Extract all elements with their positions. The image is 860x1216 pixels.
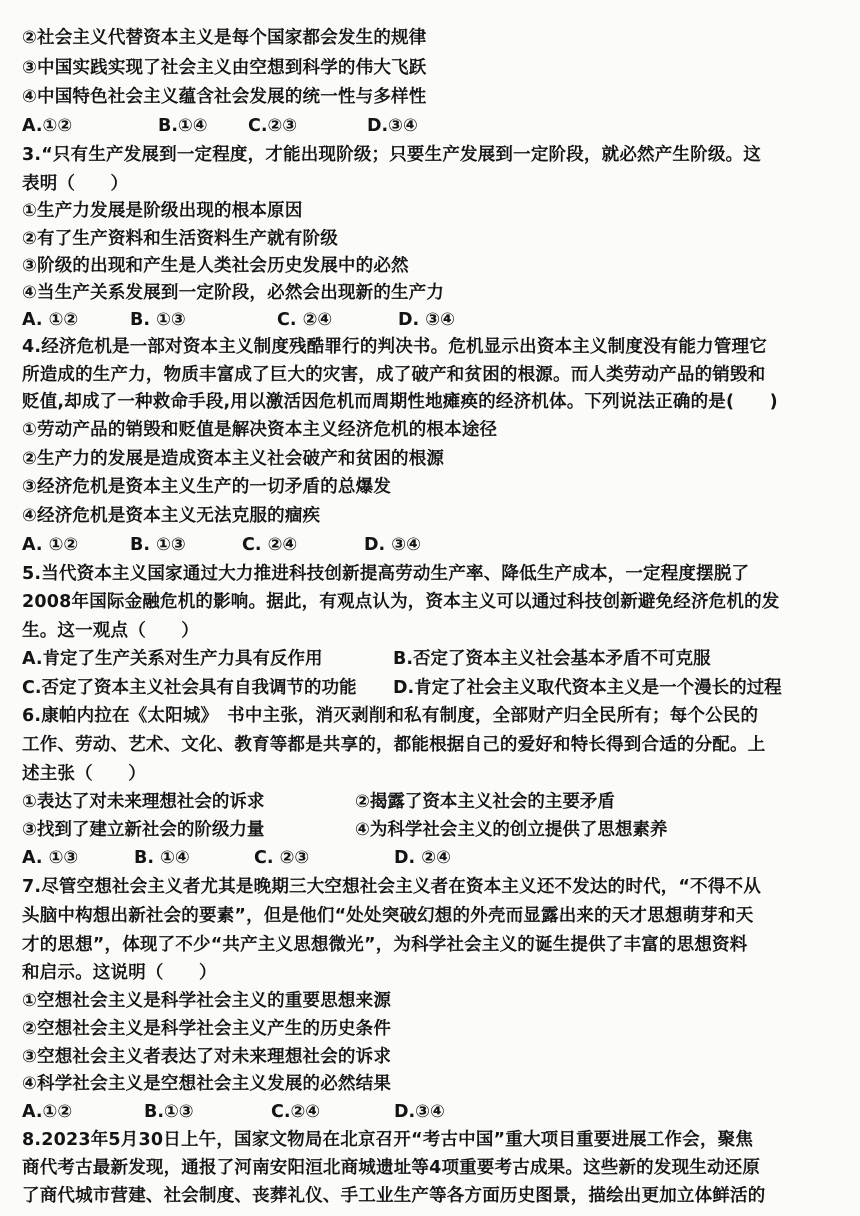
q4-stem-line2: 所造成的生产力，物质丰富成了巨大的灾害，成了破产和贫困的根源。而人类劳动产品的销毁和: [22, 365, 766, 385]
q7-stem-line4: 和启示。这说明（ ）: [22, 963, 217, 983]
q2-statement-2: ②社会主义代替资本主义是每个国家都会发生的规律: [22, 28, 427, 48]
q4-statement-2: ②生产力的发展是造成资本主义社会破产和贫困的根源: [22, 449, 445, 469]
q5-stem-line3: 生。这一观点（ ）: [22, 621, 199, 641]
q4-statement-3: ③经济危机是资本主义生产的一切矛盾的总爆发: [22, 477, 392, 497]
q3-option-c: C. ②④: [277, 310, 333, 330]
q2-option-c: C.②③: [248, 116, 298, 136]
q6-stem-line1: 6.康帕内拉在《太阳城》 书中主张，消灭剥削和私有制度，全部财产归全民所有；每个公民的: [22, 706, 759, 726]
q4-option-b: B. ①③: [130, 535, 186, 555]
q4-stem-line1: 4.经济危机是一部对资本主义制度残酷罪行的判决书。危机显示出资本主义制度没有能力管理它: [22, 337, 767, 357]
q5-options-row2: [22, 675, 846, 701]
q6-option-a: A. ①③: [22, 848, 79, 868]
q7-option-a: A.①②: [22, 1102, 73, 1122]
q6-statement-3: ③找到了建立新社会的阶级力量: [22, 820, 265, 840]
q7-options: [22, 1099, 846, 1125]
q3-stem-line2: 表明（ ）: [22, 174, 129, 194]
q3-option-d: D. ③④: [398, 310, 455, 330]
q2-options: [22, 113, 846, 139]
q4-option-d: D. ③④: [364, 535, 421, 555]
q7-stem-line2: 头脑中构想出新社会的要素”，但是他们“处处突破幻想的外壳而显露出来的天才思想萌芽和天: [22, 906, 754, 926]
q7-option-b: B.①③: [144, 1102, 194, 1122]
q5-options-row1: [22, 646, 846, 672]
q4-stem-line3: 贬值,却成了一种救命手段,用以激活因危机而周期性地瘫痪的经济机体。下列说法正确的是( ): [22, 392, 778, 412]
q2-statement-3: ③中国实践实现了社会主义由空想到科学的伟大飞跃: [22, 58, 427, 78]
q6-statement-1: ①表达了对未来理想社会的诉求: [22, 792, 265, 812]
q6-stem-line3: 述主张（ ）: [22, 764, 146, 784]
q7-option-c: C.②④: [271, 1102, 321, 1122]
q3-options: [22, 307, 846, 333]
q6-statement-4: ④为科学社会主义的创立提供了思想素养: [355, 820, 668, 840]
q6-options: [22, 845, 846, 871]
q5-stem-line1: 5.当代资本主义国家通过大力推进科技创新提高劳动生产率、降低生产成本，一定程度摆脱了: [22, 564, 750, 584]
q5-option-b: B.否定了资本主义社会基本矛盾不可克服: [393, 649, 711, 669]
q6-option-d: D. ②④: [394, 848, 451, 868]
q2-option-b: B.①④: [158, 116, 208, 136]
q3-statement-2: ②有了生产资料和生活资料生产就有阶级: [22, 229, 338, 249]
q7-statement-2: ②空想社会主义是科学社会主义产生的历史条件: [22, 1019, 392, 1039]
q7-statement-3: ③空想社会主义者表达了对未来理想社会的诉求: [22, 1047, 392, 1067]
q6-statements-row2: [22, 817, 846, 843]
q5-option-c: C.否定了资本主义社会具有自我调节的功能: [22, 678, 357, 698]
q7-stem-line3: 才的思想”，体现了不少“共产主义思想微光”，为科学社会主义的诞生提供了丰富的思想资料: [22, 935, 748, 955]
q7-statement-1: ①空想社会主义是科学社会主义的重要思想来源: [22, 991, 392, 1011]
q6-option-b: B. ①④: [134, 848, 190, 868]
q4-statement-4: ④经济危机是资本主义无法克服的痼疾: [22, 506, 321, 526]
q7-statement-4: ④科学社会主义是空想社会主义发展的必然结果: [22, 1074, 392, 1094]
q2-option-d: D.③④: [367, 116, 418, 136]
q2-option-a: A.①②: [22, 116, 73, 136]
q4-option-a: A. ①②: [22, 535, 79, 555]
q7-stem-line1: 7.尽管空想社会主义者尤其是晚期三大空想社会主义者在资本主义还不发达的时代，“不得不从: [22, 877, 761, 897]
q3-statement-1: ①生产力发展是阶级出现的根本原因: [22, 201, 303, 221]
q3-statement-3: ③阶级的出现和产生是人类社会历史发展中的必然: [22, 256, 409, 276]
q3-stem-line1: 3.“只有生产发展到一定程度，才能出现阶级；只要生产发展到一定阶段，就必然产生阶级。这: [22, 145, 761, 165]
q6-option-c: C. ②③: [254, 848, 310, 868]
q5-option-a: A.肯定了生产关系对生产力具有反作用: [22, 649, 323, 669]
q8-stem-line3: 了商代城市营建、社会制度、丧葬礼仪、手工业生产等各方面历史图景，描绘出更加立体鲜活的: [22, 1186, 766, 1206]
q4-option-c: C. ②④: [242, 535, 298, 555]
q4-options: [22, 532, 846, 558]
q6-stem-line2: 工作、劳动、艺术、文化、教育等都是共享的，都能根据自己的爱好和特长得到合适的分配。上: [22, 735, 766, 755]
q5-option-d: D.肯定了社会主义取代资本主义是一个漫长的过程: [393, 678, 782, 698]
q5-stem-line2: 2008年国际金融危机的影响。据此，有观点认为，资本主义可以通过科技创新避免经济危机的发: [22, 592, 780, 612]
q2-statement-4: ④中国特色社会主义蕴含社会发展的统一性与多样性: [22, 87, 427, 107]
q6-statement-2: ②揭露了资本主义社会的主要矛盾: [355, 792, 615, 812]
q8-stem-line1: 8.2023年5月30日上午，国家文物局在北京召开“考古中国”重大项目重要进展工作会，聚焦: [22, 1130, 754, 1150]
q3-statement-4: ④当生产关系发展到一定阶段，必然会出现新的生产力: [22, 283, 445, 303]
q3-option-a: A. ①②: [22, 310, 79, 330]
q7-option-d: D.③④: [394, 1102, 445, 1122]
q3-option-b: B. ①③: [130, 310, 186, 330]
q8-stem-line2: 商代考古最新发现，通报了河南安阳洹北商城遗址等4项重要考古成果。这些新的发现生动还原: [22, 1158, 761, 1178]
q6-statements-row1: [22, 789, 846, 815]
q4-statement-1: ①劳动产品的销毁和贬值是解决资本主义经济危机的根本途径: [22, 420, 498, 440]
